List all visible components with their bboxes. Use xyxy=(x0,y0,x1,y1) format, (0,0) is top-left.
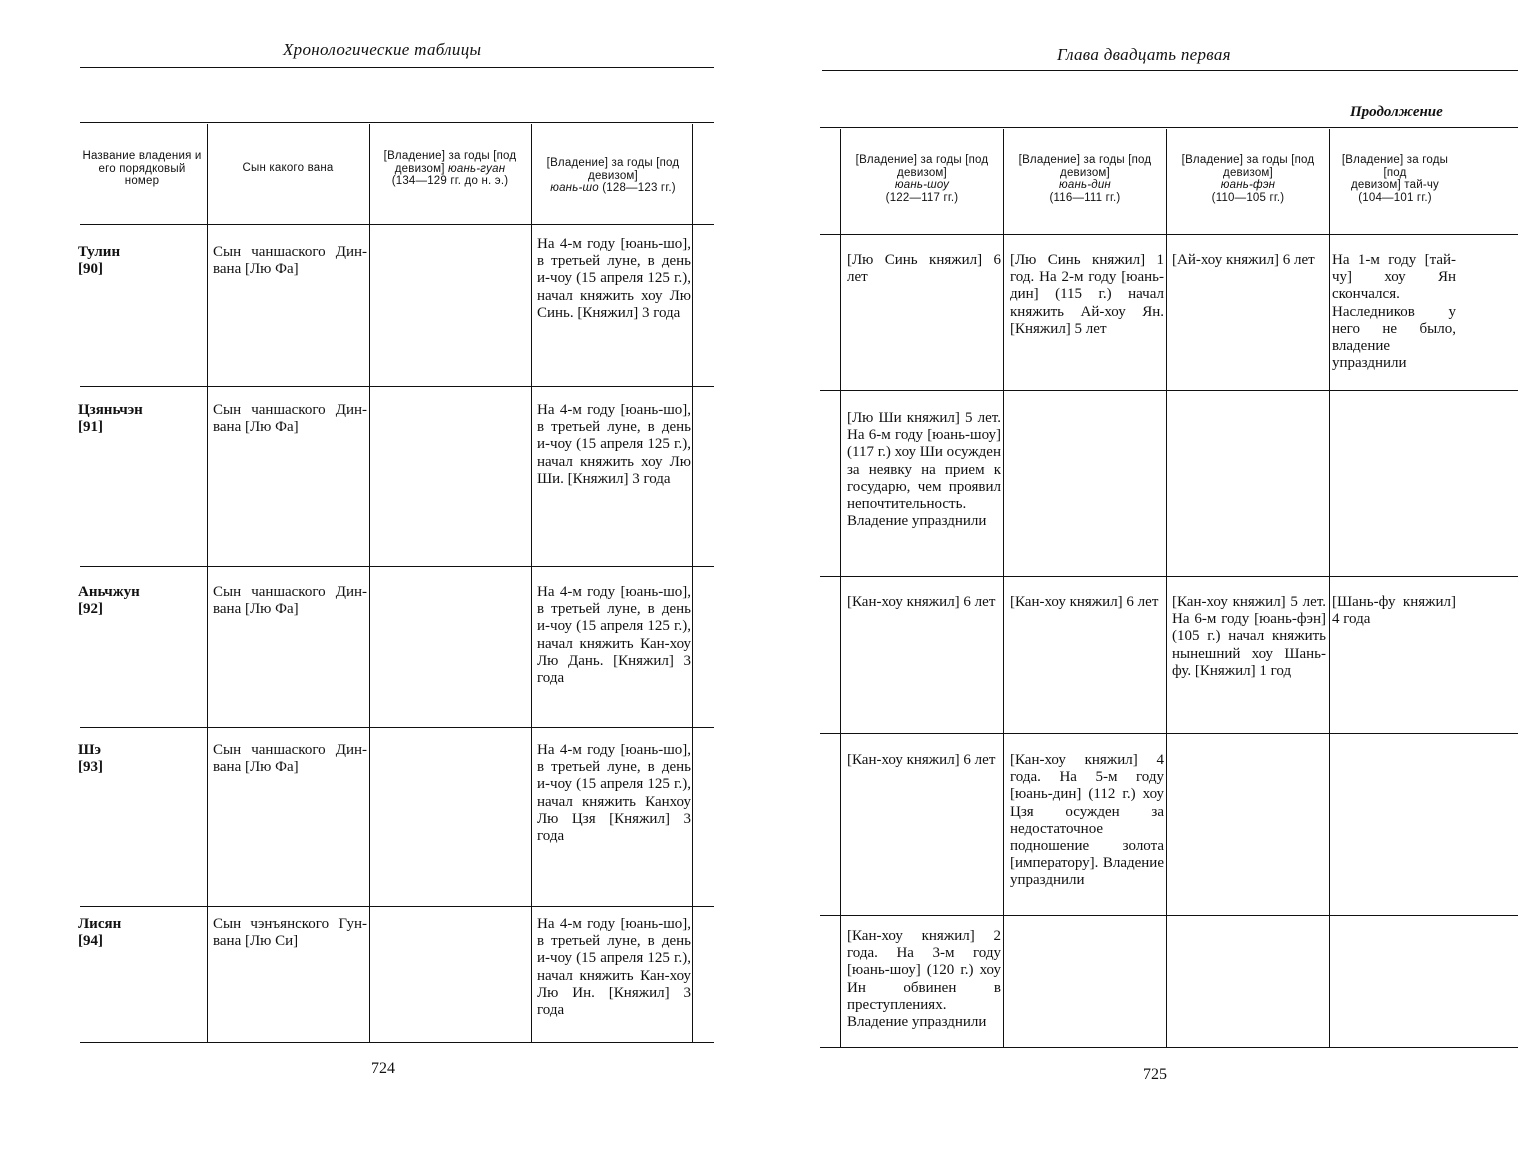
running-head-left: Хронологические таблицы xyxy=(283,40,482,59)
fief-name: Лисян [94] xyxy=(78,916,122,950)
header-col-yuan-din: [Владение] за годы [под девизом] юань-дин (116—111 гг.) xyxy=(1018,154,1152,204)
right-page xyxy=(760,0,1532,1150)
col-divider-2 xyxy=(1166,129,1167,1047)
reign-note: [Кан-хоу княжил] 5 лет. На 6-м году [юань-фэн] (105 г.) начал княжить нынешний хоу Шань-фу. [Княжил] 1 год xyxy=(1172,594,1326,679)
col-divider-3 xyxy=(1329,129,1330,1047)
reign-note: На 4-м году [юань-шо], в третьей луне, в день и-чоу (15 апреля 125 г.), начал княжить Канхоу Лю Цзя [Княжил] 3 года xyxy=(537,742,691,845)
table-top-rule xyxy=(80,122,714,123)
fief-name: Аньчжун [92] xyxy=(78,584,140,618)
reign-note: [Кан-хоу княжил] 6 лет xyxy=(1010,594,1159,610)
row-divider xyxy=(820,390,1518,391)
header-col-tai-chu: [Владение] за годы [под девизом] тай-чу (104—101 гг.) xyxy=(1341,154,1449,204)
reign-note: [Лю Ши княжил] 5 лет. На 6-м году [юань-шоу] (117 г.) хоу Ши осужден за неявку на прием к государю, чем проявил непочтительность. Владение упразднили xyxy=(847,410,1001,530)
reign-note: На 4-м году [юань-шо], в третьей луне, в день и-чоу (15 апреля 125 г.), начал княжить хоу Лю Синь. [Княжил] 3 года xyxy=(537,236,691,321)
fief-name: Шэ [93] xyxy=(78,742,103,776)
row-divider xyxy=(820,576,1518,577)
row-divider xyxy=(820,915,1518,916)
row-divider xyxy=(820,733,1518,734)
son-of: Сын чаншаского Дин-вана [Лю Фа] xyxy=(213,402,367,436)
page-number-right: 725 xyxy=(1143,1066,1167,1083)
header-bottom-rule xyxy=(80,224,714,225)
row-divider xyxy=(80,727,714,728)
reign-note: На 4-м году [юань-шо], в третьей луне, в день и-чоу (15 апреля 125 г.), начал княжить хоу Лю Ши. [Княжил] 3 года xyxy=(537,402,691,487)
fief-name: Тулин [90] xyxy=(78,244,121,278)
table-bottom-rule xyxy=(820,1047,1518,1048)
reign-note: [Кан-хоу княжил] 6 лет xyxy=(847,594,996,610)
row-divider xyxy=(80,386,714,387)
col-divider-0 xyxy=(840,129,841,1047)
continued-label: Продолжение xyxy=(1350,104,1443,120)
header-col-son: Сын какого вана xyxy=(242,162,334,174)
col-divider-1 xyxy=(207,124,208,1042)
header-col-yuan-fen: [Владение] за годы [под девизом] юань-фэн (110—105 гг.) xyxy=(1181,154,1315,204)
reign-note: На 4-м году [юань-шо], в третьей луне, в день и-чоу (15 апреля 125 г.), начал княжить Кан-хоу Лю Дань. [Княжил] 3 года xyxy=(537,584,691,687)
reign-note: [Лю Синь княжил] 6 лет xyxy=(847,252,1001,286)
son-of: Сын чаншаского Дин-вана [Лю Фа] xyxy=(213,742,367,776)
head-rule-right xyxy=(822,70,1518,71)
reign-note: На 1-м году [тай-чу] хоу Ян скончался. Наследников у него не было, владение упразднили xyxy=(1332,252,1456,372)
reign-note: [Лю Синь княжил] 1 год. На 2-м году [юань-дин] (115 г.) начал княжить Ай-хоу Ян. [Княжил] 5 лет xyxy=(1010,252,1164,337)
reign-note: [Ай-хоу княжил] 6 лет xyxy=(1172,252,1315,268)
table-top-rule xyxy=(820,127,1518,128)
row-divider xyxy=(80,906,714,907)
reign-note: На 4-м году [юань-шо], в третьей луне, в день и-чоу (15 апреля 125 г.), начал княжить Кан-хоу Лю Ин. [Княжил] 3 года xyxy=(537,916,691,1019)
col-divider-1 xyxy=(1003,129,1004,1047)
header-col-yuan-guan: [Владение] за годы [под девизом] юань-гуан (134—129 гг. до н. э.) xyxy=(383,150,517,187)
reign-note: [Кан-хоу княжил] 6 лет xyxy=(847,752,996,768)
reign-note: [Кан-хоу княжил] 2 года. На 3-м году [юань-шоу] (120 г.) хоу Ин обвинен в преступлениях. Владение упразднили xyxy=(847,928,1001,1031)
left-page xyxy=(0,0,760,1150)
fief-name: Цзяньчэн [91] xyxy=(78,402,143,436)
col-divider-3 xyxy=(531,124,532,1042)
col-divider-2 xyxy=(369,124,370,1042)
head-rule-left xyxy=(80,67,714,68)
reign-note: [Шань-фу княжил] 4 года xyxy=(1332,594,1456,628)
header-bottom-rule xyxy=(820,234,1518,235)
table-bottom-rule xyxy=(80,1042,714,1043)
col-divider-4 xyxy=(692,124,693,1042)
header-col-yuan-shou: [Владение] за годы [под девизом] юань-шоу (122—117 гг.) xyxy=(855,154,989,204)
page-number-left: 724 xyxy=(371,1060,395,1077)
row-divider xyxy=(80,566,714,567)
reign-note: [Кан-хоу княжил] 4 года. На 5-м году [юань-дин] (112 г.) хоу Цзя осужден за недостаточное подношение золота [императору]. Владение упразднили xyxy=(1010,752,1164,889)
son-of: Сын чаншаского Дин-вана [Лю Фа] xyxy=(213,584,367,618)
running-head-right: Глава двадцать первая xyxy=(1057,45,1231,64)
header-col-name: Название владения и его порядковый номер xyxy=(82,150,202,187)
son-of: Сын чэнъянского Гун-вана [Лю Си] xyxy=(213,916,367,950)
header-col-yuan-sho: [Владение] за годы [под девизом] юань-шо (128—123 гг.) xyxy=(546,157,680,194)
son-of: Сын чаншаского Дин-вана [Лю Фа] xyxy=(213,244,367,278)
